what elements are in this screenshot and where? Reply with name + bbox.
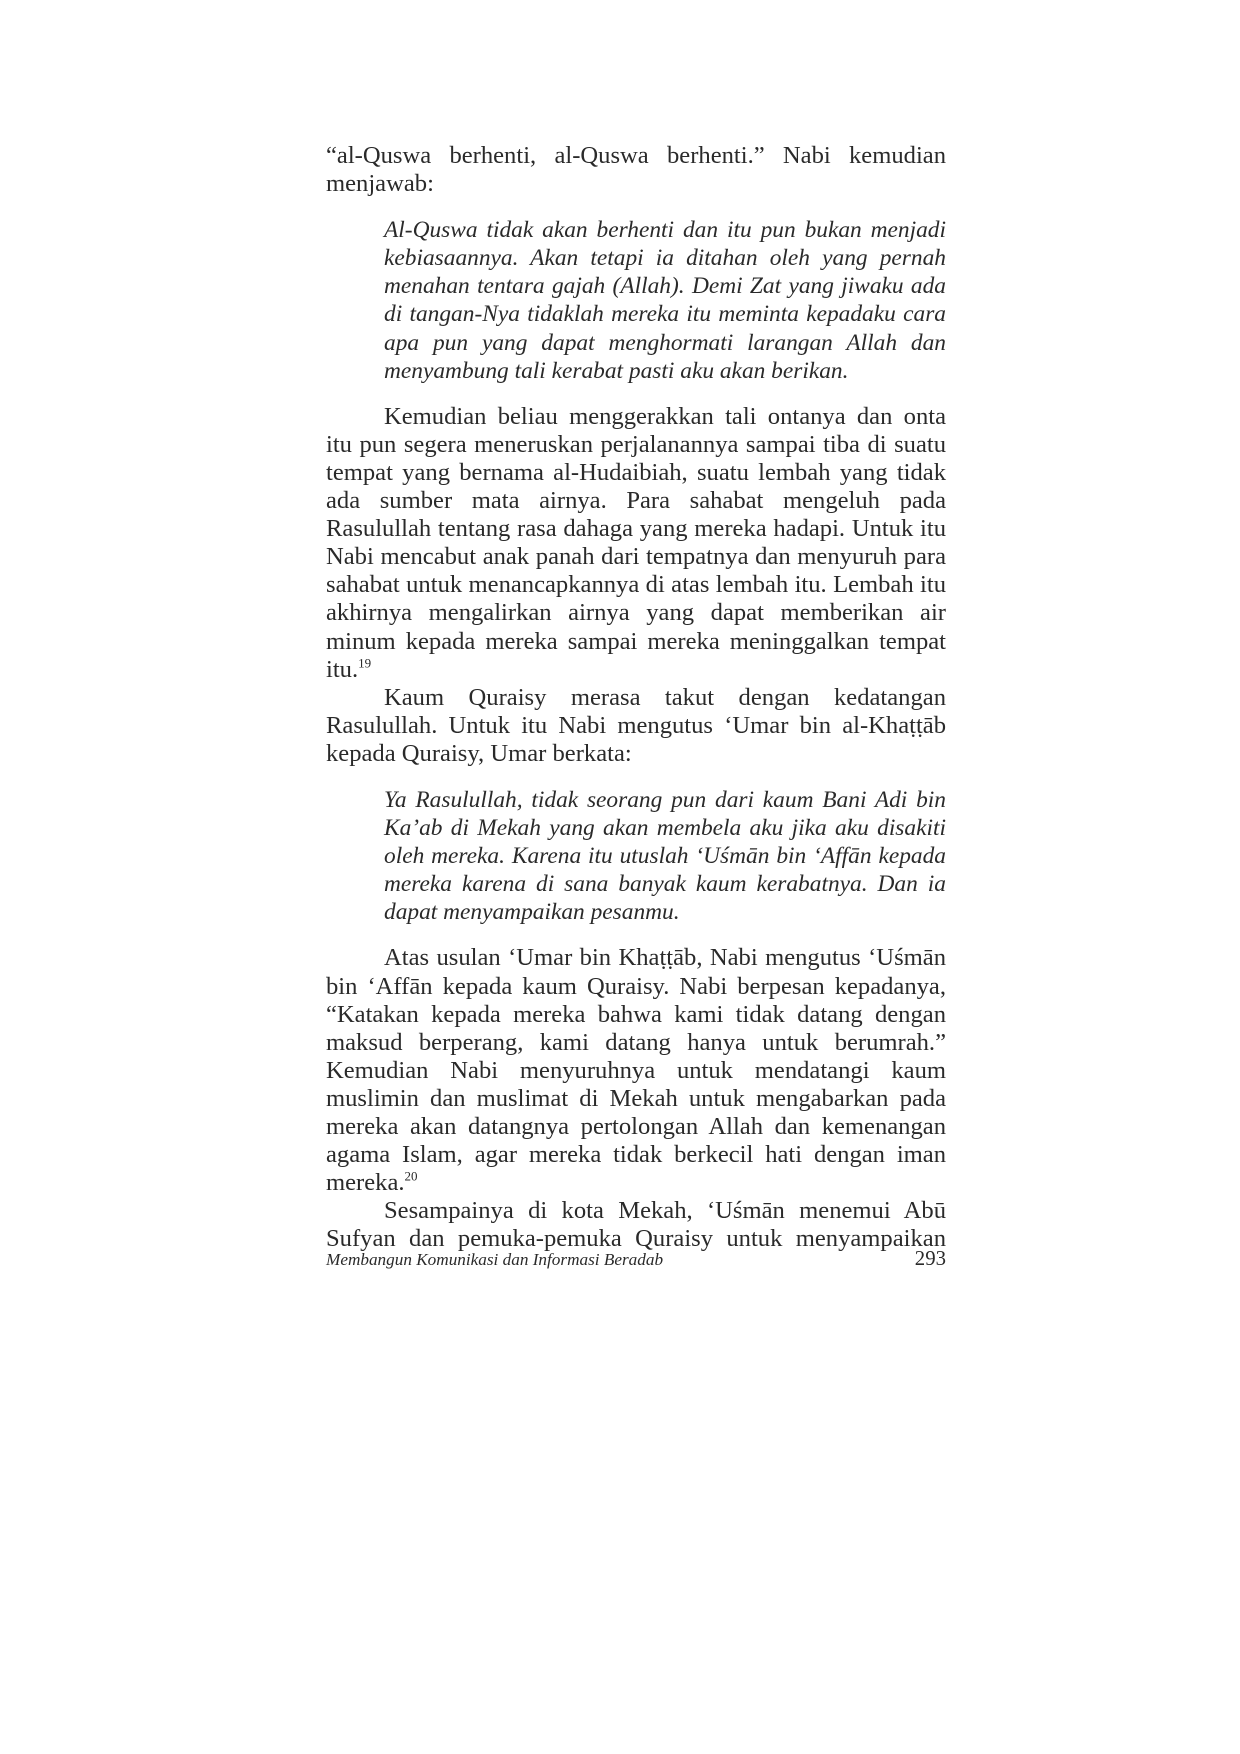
paragraph: [326, 944, 946, 1197]
footnote-marker: 20: [404, 1168, 418, 1184]
quote-text: Al-Quswa tidak akan berhenti dan itu pun bukan menjadi kebiasaannya. Akan tetapi ia ditahan oleh yang pernah menahan tentara gajah (Allah). Demi Zat yang jiwaku ada di tangan-Nya tidaklah mereka itu meminta kepadaku cara apa pun yang dapat menghormati larangan Allah dan menyambung tali kerabat pasti aku akan berikan.: [384, 217, 946, 384]
paragraph-text: Atas usulan ‘Umar bin Khaṭṭāb, Nabi mengutus ‘Uśmān bin ‘Affān kepada kaum Quraisy. Nabi berpesan kepadanya, “Katakan kepada mereka bahwa kami tidak datang dengan maksud berperang, kami datang hanya untuk berumrah.” Kemudian Nabi menyuruhnya untuk mendatangi kaum muslimin dan muslimat di Mekah untuk mengabarkan pada mereka akan datangnya pertolongan Allah dan kemenangan agama Islam, agar mereka tidak berkecil hati dengan iman mereka.: [326, 944, 946, 1197]
paragraph-text: Kaum Quraisy merasa takut dengan kedatangan Rasulullah. Untuk itu Nabi mengutus ‘Umar bin al-Khaṭṭāb kepada Quraisy, Umar berkata:: [326, 683, 946, 767]
paragraph: [326, 142, 946, 198]
footnote-marker: 19: [358, 654, 372, 670]
page-number: 293: [914, 1247, 946, 1270]
body-text: [326, 142, 946, 1253]
page-footer: [326, 1247, 946, 1271]
running-footer-title: Membangun Komunikasi dan Informasi Beradab: [326, 1250, 664, 1269]
quote-text: Ya Rasulullah, tidak seorang pun dari kaum Bani Adi bin Ka’ab di Mekah yang akan membela aku jika aku disakiti oleh mereka. Karena itu utuslah ‘Uśmān bin ‘Affān kepada mereka karena di sana banyak kaum kerabatnya. Dan ia dapat menyampaikan pesanmu.: [384, 786, 946, 926]
block-quote: [384, 786, 946, 926]
paragraph: [326, 403, 946, 684]
paragraph: [326, 1197, 946, 1253]
paragraph-text: Kemudian beliau menggerakkan tali ontanya dan onta itu pun segera meneruskan perjalanannya sampai tiba di suatu tempat yang bernama al-Hudaibiah, suatu lembah yang tidak ada sumber mata airnya. Para sahabat mengeluh pada Rasulullah tentang rasa dahaga yang mereka hadapi. Untuk itu Nabi mencabut anak panah dari tempatnya dan menyuruh para sahabat untuk menancapkannya di atas lembah itu. Lembah itu akhirnya mengalirkan airnya yang dapat memberikan air minum kepada mereka sampai mereka meninggalkan tempat itu.: [326, 402, 946, 683]
paragraph: [326, 684, 946, 768]
paragraph-text: “al-Quswa berhenti, al-Quswa berhenti.” Nabi kemudian menjawab:: [326, 142, 946, 198]
block-quote: [384, 216, 946, 385]
paragraph-text: Sesampainya di kota Mekah, ‘Uśmān menemui Abū Sufyan dan pemuka-pemuka Quraisy untuk menyampaikan: [326, 1197, 946, 1253]
